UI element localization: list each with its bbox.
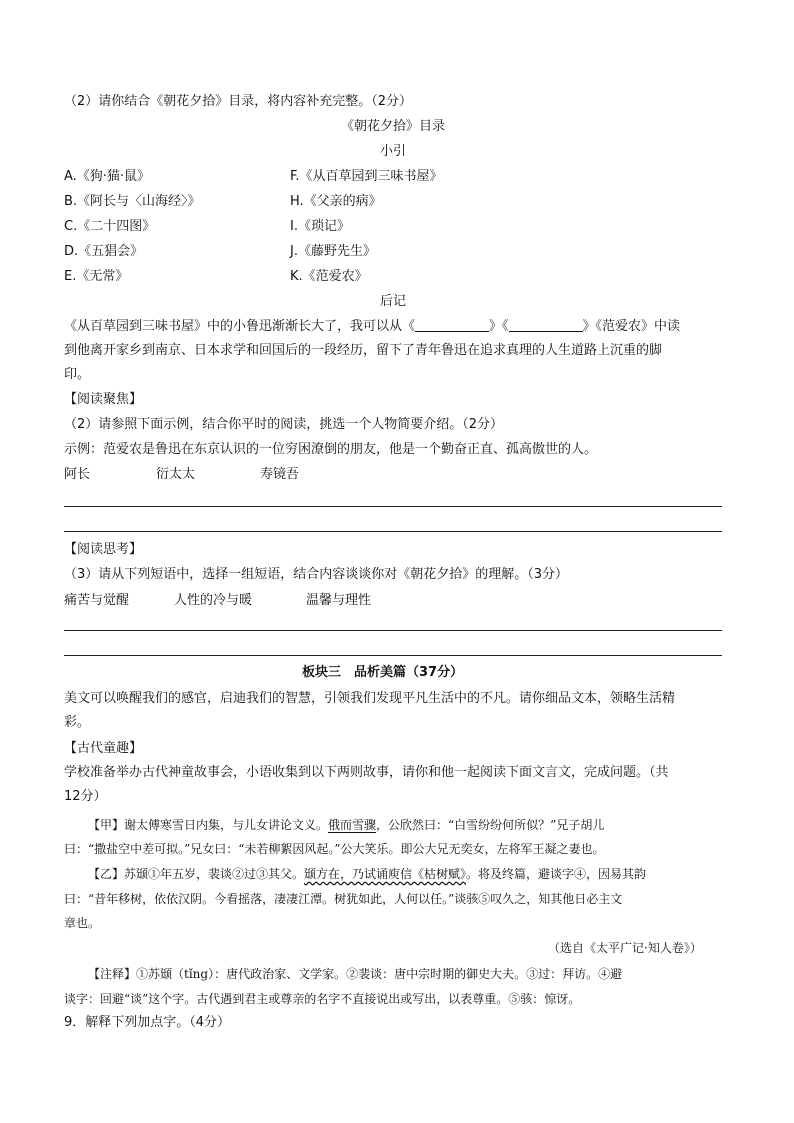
answer-line-4[interactable] <box>64 655 722 656</box>
passage-source: （选自《太平广记·知人卷》） <box>548 941 702 955</box>
answer-line-1[interactable] <box>64 506 722 507</box>
section-intro-2: 彩。 <box>64 715 91 730</box>
section-intro-1: 美文可以唤醒我们的感官，启迪我们的智慧，引领我们发现平凡生活中的不凡。请你细品文本，领略生活精 <box>64 691 676 706</box>
think-option-3: 温馨与理性 <box>306 593 372 608</box>
jia-text-c: ，公欣然曰： <box>376 818 449 832</box>
toc-item-f: F.《从百草园到三味书屋》 <box>290 169 443 184</box>
toc-item-b: B.《阿长与〈山海经〉》 <box>64 194 201 209</box>
passage-yi-line-3: 章也。 <box>64 916 101 930</box>
jia-text-b: 俄而雪骤 <box>328 818 377 832</box>
focus-option-2: 衍太太 <box>156 467 196 482</box>
section-sub-header: 【古代童趣】 <box>64 741 143 756</box>
fill-text-1: 《从百草园到三味书屋》中的小鲁迅渐渐长大了，我可以从《 <box>64 319 416 334</box>
fill-in-sentence <box>64 319 680 335</box>
jia-text-a: 【甲】谢太傅寒雪日内集，与儿女讲论文义。 <box>88 818 329 832</box>
think-option-2: 人性的冷与暖 <box>174 593 253 608</box>
question-9: 9．解释下列加点字。（4分） <box>64 1015 231 1030</box>
fill-blank-1[interactable] <box>415 319 489 332</box>
toc-afterword: 后记 <box>380 294 407 309</box>
think-header: 【阅读思考】 <box>64 542 143 557</box>
toc-item-h: H.《父亲的病》 <box>290 194 382 209</box>
fill-text-3: 》《范爱农》中读 <box>582 319 681 334</box>
yi-text-a: 【乙】苏颋①年五岁，裴谈②过③其父。 <box>88 867 305 881</box>
passage-jia-line-2: 曰：“撒盐空中差可拟。”兄女曰：“未若柳絮因风起。”公大笑乐。即公大兄无奕女，左将军王凝之妻也。 <box>64 842 605 856</box>
fill-text-2: 》《 <box>489 319 509 334</box>
passage-note-2: 谈字：回避“谈”这个字。古代遇到君主或尊亲的名字不直接说出或写出，以表尊重。⑤骇：惊讶。 <box>64 992 581 1006</box>
focus-header: 【阅读聚焦】 <box>64 392 143 407</box>
yi-text-c: 。将及终篇，避谈字④，因易其韵 <box>466 867 647 881</box>
passage-yi-line-1 <box>88 866 646 882</box>
toc-title: 《朝花夕拾》目录 <box>341 119 446 134</box>
fill-blank-2[interactable] <box>509 319 583 332</box>
section-task-2: 12分） <box>64 789 107 804</box>
toc-item-i: I.《琐记》 <box>290 219 350 234</box>
yi-text-b: 颋方在，乃试诵庾信《枯树赋》 <box>304 867 467 881</box>
toc-item-c: C.《二十四图》 <box>64 219 156 234</box>
toc-item-k: K.《范爱农》 <box>290 269 368 284</box>
answer-line-3[interactable] <box>64 630 722 631</box>
passage-yi-line-2: 曰：“昔年移树，依依汉阴。今看摇落，凄凄江潭。树犹如此，人何以任。”谈骇⑤叹久之，知其他日必主文 <box>64 892 623 906</box>
toc-item-e: E.《无常》 <box>64 269 129 284</box>
toc-item-a: A.《狗·猫·鼠》 <box>64 169 151 184</box>
think-option-1: 痛苦与觉醒 <box>64 593 130 608</box>
passage-jia-line-1 <box>88 817 604 833</box>
section-title: 板块三 品析美篇（37分） <box>302 665 464 680</box>
toc-intro: 小引 <box>380 144 407 159</box>
fill-line-3: 印。 <box>64 367 91 382</box>
q2-header: （2）请你结合《朝花夕拾》目录，将内容补充完整。（2分） <box>64 94 413 109</box>
focus-example: 示例：范爱农是鲁迅在东京认识的一位穷困潦倒的朋友，他是一个勤奋正直、孤高傲世的人。 <box>64 442 598 457</box>
section-task-1: 学校准备举办古代神童故事会，小语收集到以下两则故事，请你和他一起阅读下面文言文，完成问题。（共 <box>64 765 669 780</box>
passage-note-1: 【注释】①苏颋（tǐng）：唐代政治家、文学家。②裴谈：唐中宗时期的御史大夫。③过：拜访。④避 <box>88 967 623 981</box>
focus-question: （2）请参照下面示例，结合你平时的阅读，挑选一个人物简要介绍。（2分） <box>64 417 504 432</box>
toc-item-d: D.《五猖会》 <box>64 244 144 259</box>
toc-item-j: J.《藤野先生》 <box>290 244 376 259</box>
answer-line-2[interactable] <box>64 531 722 532</box>
think-question: （3）请从下列短语中，选择一组短语，结合内容谈谈你对《朝花夕拾》的理解。（3分） <box>64 567 569 582</box>
fill-line-2: 到他离开家乡到南京、日本求学和回国后的一段经历，留下了青年鲁迅在追求真理的人生道路上沉重的脚 <box>64 343 663 358</box>
jia-text-d: “白雪纷纷何所似？”兄子胡儿 <box>448 818 605 832</box>
focus-option-1: 阿长 <box>64 467 91 482</box>
focus-option-3: 寿镜吾 <box>260 467 300 482</box>
